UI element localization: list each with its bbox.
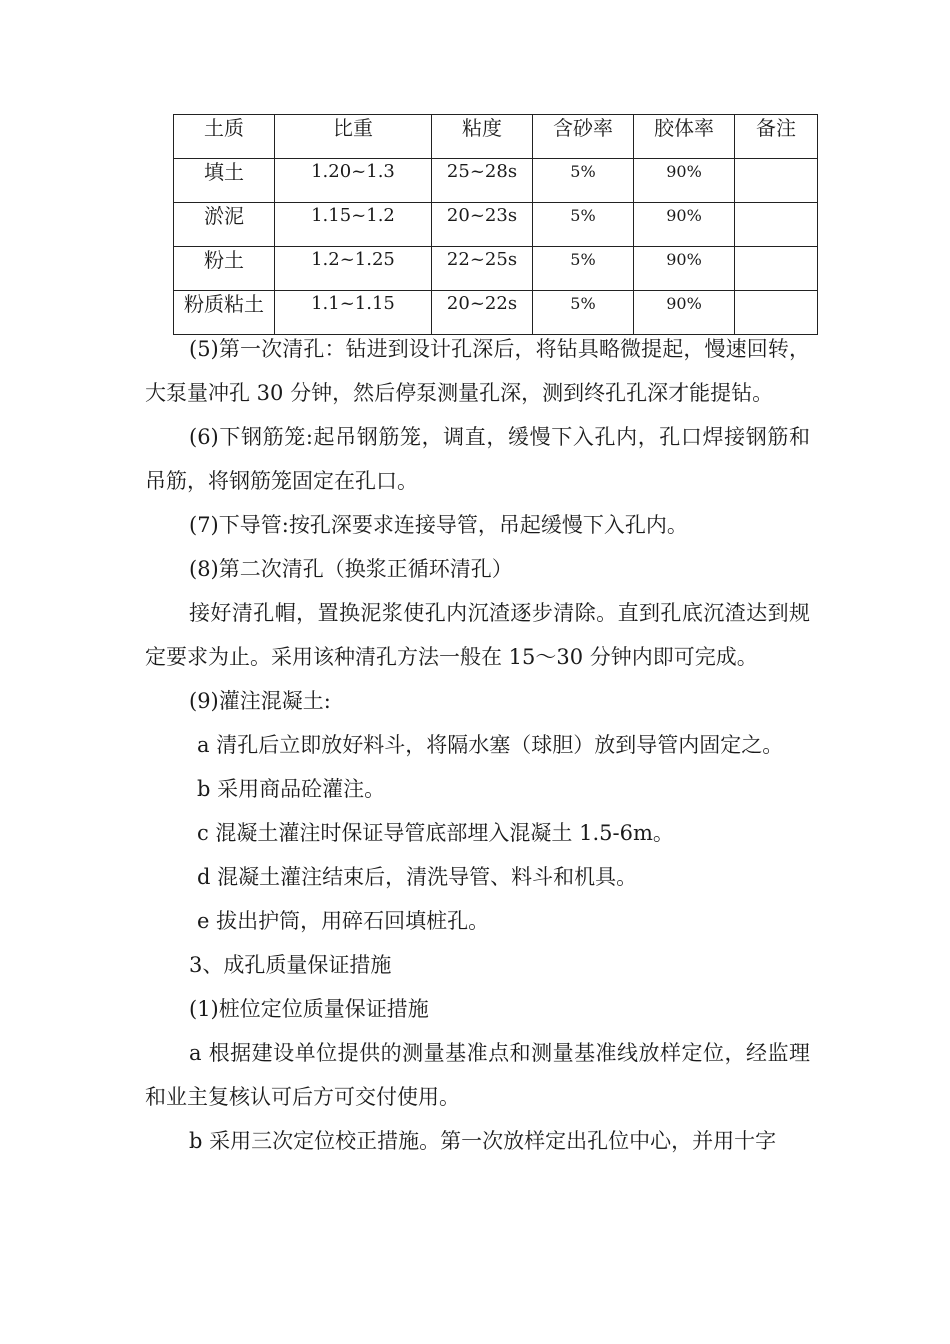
cell-soil-type: 填土 xyxy=(174,159,275,203)
cell-sand-content: 5% xyxy=(533,291,634,335)
paragraph-second-cleaning-heading: (8)第二次清孔（换浆正循环清孔） xyxy=(189,557,513,581)
table-row xyxy=(174,159,818,203)
section-heading-quality: 3、成孔质量保证措施 xyxy=(189,953,392,977)
mud-properties-table xyxy=(173,114,818,335)
paragraph-rebar-cage: (6)下钢筋笼:起吊钢筋笼，调直，缓慢下入孔内，孔口焊接钢筋和吊筋，将钢筋笼固定在孔口。 xyxy=(145,425,810,493)
paragraph-positioning-heading: (1)桩位定位质量保证措施 xyxy=(189,997,429,1021)
paragraph-conduit: (7)下导管:按孔深要求连接导管，吊起缓慢下入孔内。 xyxy=(189,513,688,537)
table-row xyxy=(174,247,818,291)
header-remarks: 备注 xyxy=(735,115,818,159)
header-viscosity: 粘度 xyxy=(432,115,533,159)
cell-viscosity: 20~22s xyxy=(432,291,533,335)
paragraph-positioning-b: b 采用三次定位校正措施。第一次放样定出孔位中心，并用十字 xyxy=(189,1129,777,1153)
table-header-row xyxy=(174,115,818,159)
cell-remarks xyxy=(735,247,818,291)
cell-viscosity: 20~23s xyxy=(432,203,533,247)
paragraph-positioning-a: a 根据建设单位提供的测量基准点和测量基准线放样定位，经监理和业主复核认可后方可交付使用。 xyxy=(145,1041,810,1109)
cell-soil-type: 粉质粘土 xyxy=(174,291,275,335)
paragraph-pouring-d: d 混凝土灌注结束后，清洗导管、料斗和机具。 xyxy=(197,865,638,889)
paragraph-pouring-c: c 混凝土灌注时保证导管底部埋入混凝土 1.5-6m。 xyxy=(197,821,674,845)
cell-colloid-rate: 90% xyxy=(634,291,735,335)
cell-remarks xyxy=(735,203,818,247)
cell-colloid-rate: 90% xyxy=(634,203,735,247)
table-row xyxy=(174,203,818,247)
paragraph-pouring-heading: (9)灌注混凝土: xyxy=(189,689,331,713)
cell-sand-content: 5% xyxy=(533,247,634,291)
header-specific-gravity: 比重 xyxy=(275,115,432,159)
cell-specific-gravity: 1.1~1.15 xyxy=(275,291,432,335)
cell-soil-type: 粉土 xyxy=(174,247,275,291)
paragraph-pouring-b: b 采用商品砼灌注。 xyxy=(197,777,386,801)
cell-specific-gravity: 1.15~1.2 xyxy=(275,203,432,247)
body-text xyxy=(145,327,810,1163)
cell-specific-gravity: 1.2~1.25 xyxy=(275,247,432,291)
cell-colloid-rate: 90% xyxy=(634,159,735,203)
cell-sand-content: 5% xyxy=(533,203,634,247)
paragraph-pouring-e: e 拔出护筒，用碎石回填桩孔。 xyxy=(197,909,490,933)
header-soil-type: 土质 xyxy=(174,115,275,159)
header-colloid-rate: 胶体率 xyxy=(634,115,735,159)
cell-soil-type: 淤泥 xyxy=(174,203,275,247)
cell-viscosity: 22~25s xyxy=(432,247,533,291)
cell-sand-content: 5% xyxy=(533,159,634,203)
header-sand-content: 含砂率 xyxy=(533,115,634,159)
paragraph-pouring-a: a 清孔后立即放好料斗，将隔水塞（球胆）放到导管内固定之。 xyxy=(197,733,784,757)
cell-colloid-rate: 90% xyxy=(634,247,735,291)
paragraph-first-cleaning: (5)第一次清孔：钻进到设计孔深后，将钻具略微提起，慢速回转，大泵量冲孔 30 分钟，然后停泵测量孔深，测到终孔孔深才能提钻。 xyxy=(145,337,810,405)
cell-remarks xyxy=(735,159,818,203)
cell-viscosity: 25~28s xyxy=(432,159,533,203)
paragraph-second-cleaning: 接好清孔帽，置换泥浆使孔内沉渣逐步清除。直到孔底沉渣达到规定要求为止。采用该种清孔方法一般在 15～30 分钟内即可完成。 xyxy=(145,601,810,669)
cell-specific-gravity: 1.20~1.3 xyxy=(275,159,432,203)
